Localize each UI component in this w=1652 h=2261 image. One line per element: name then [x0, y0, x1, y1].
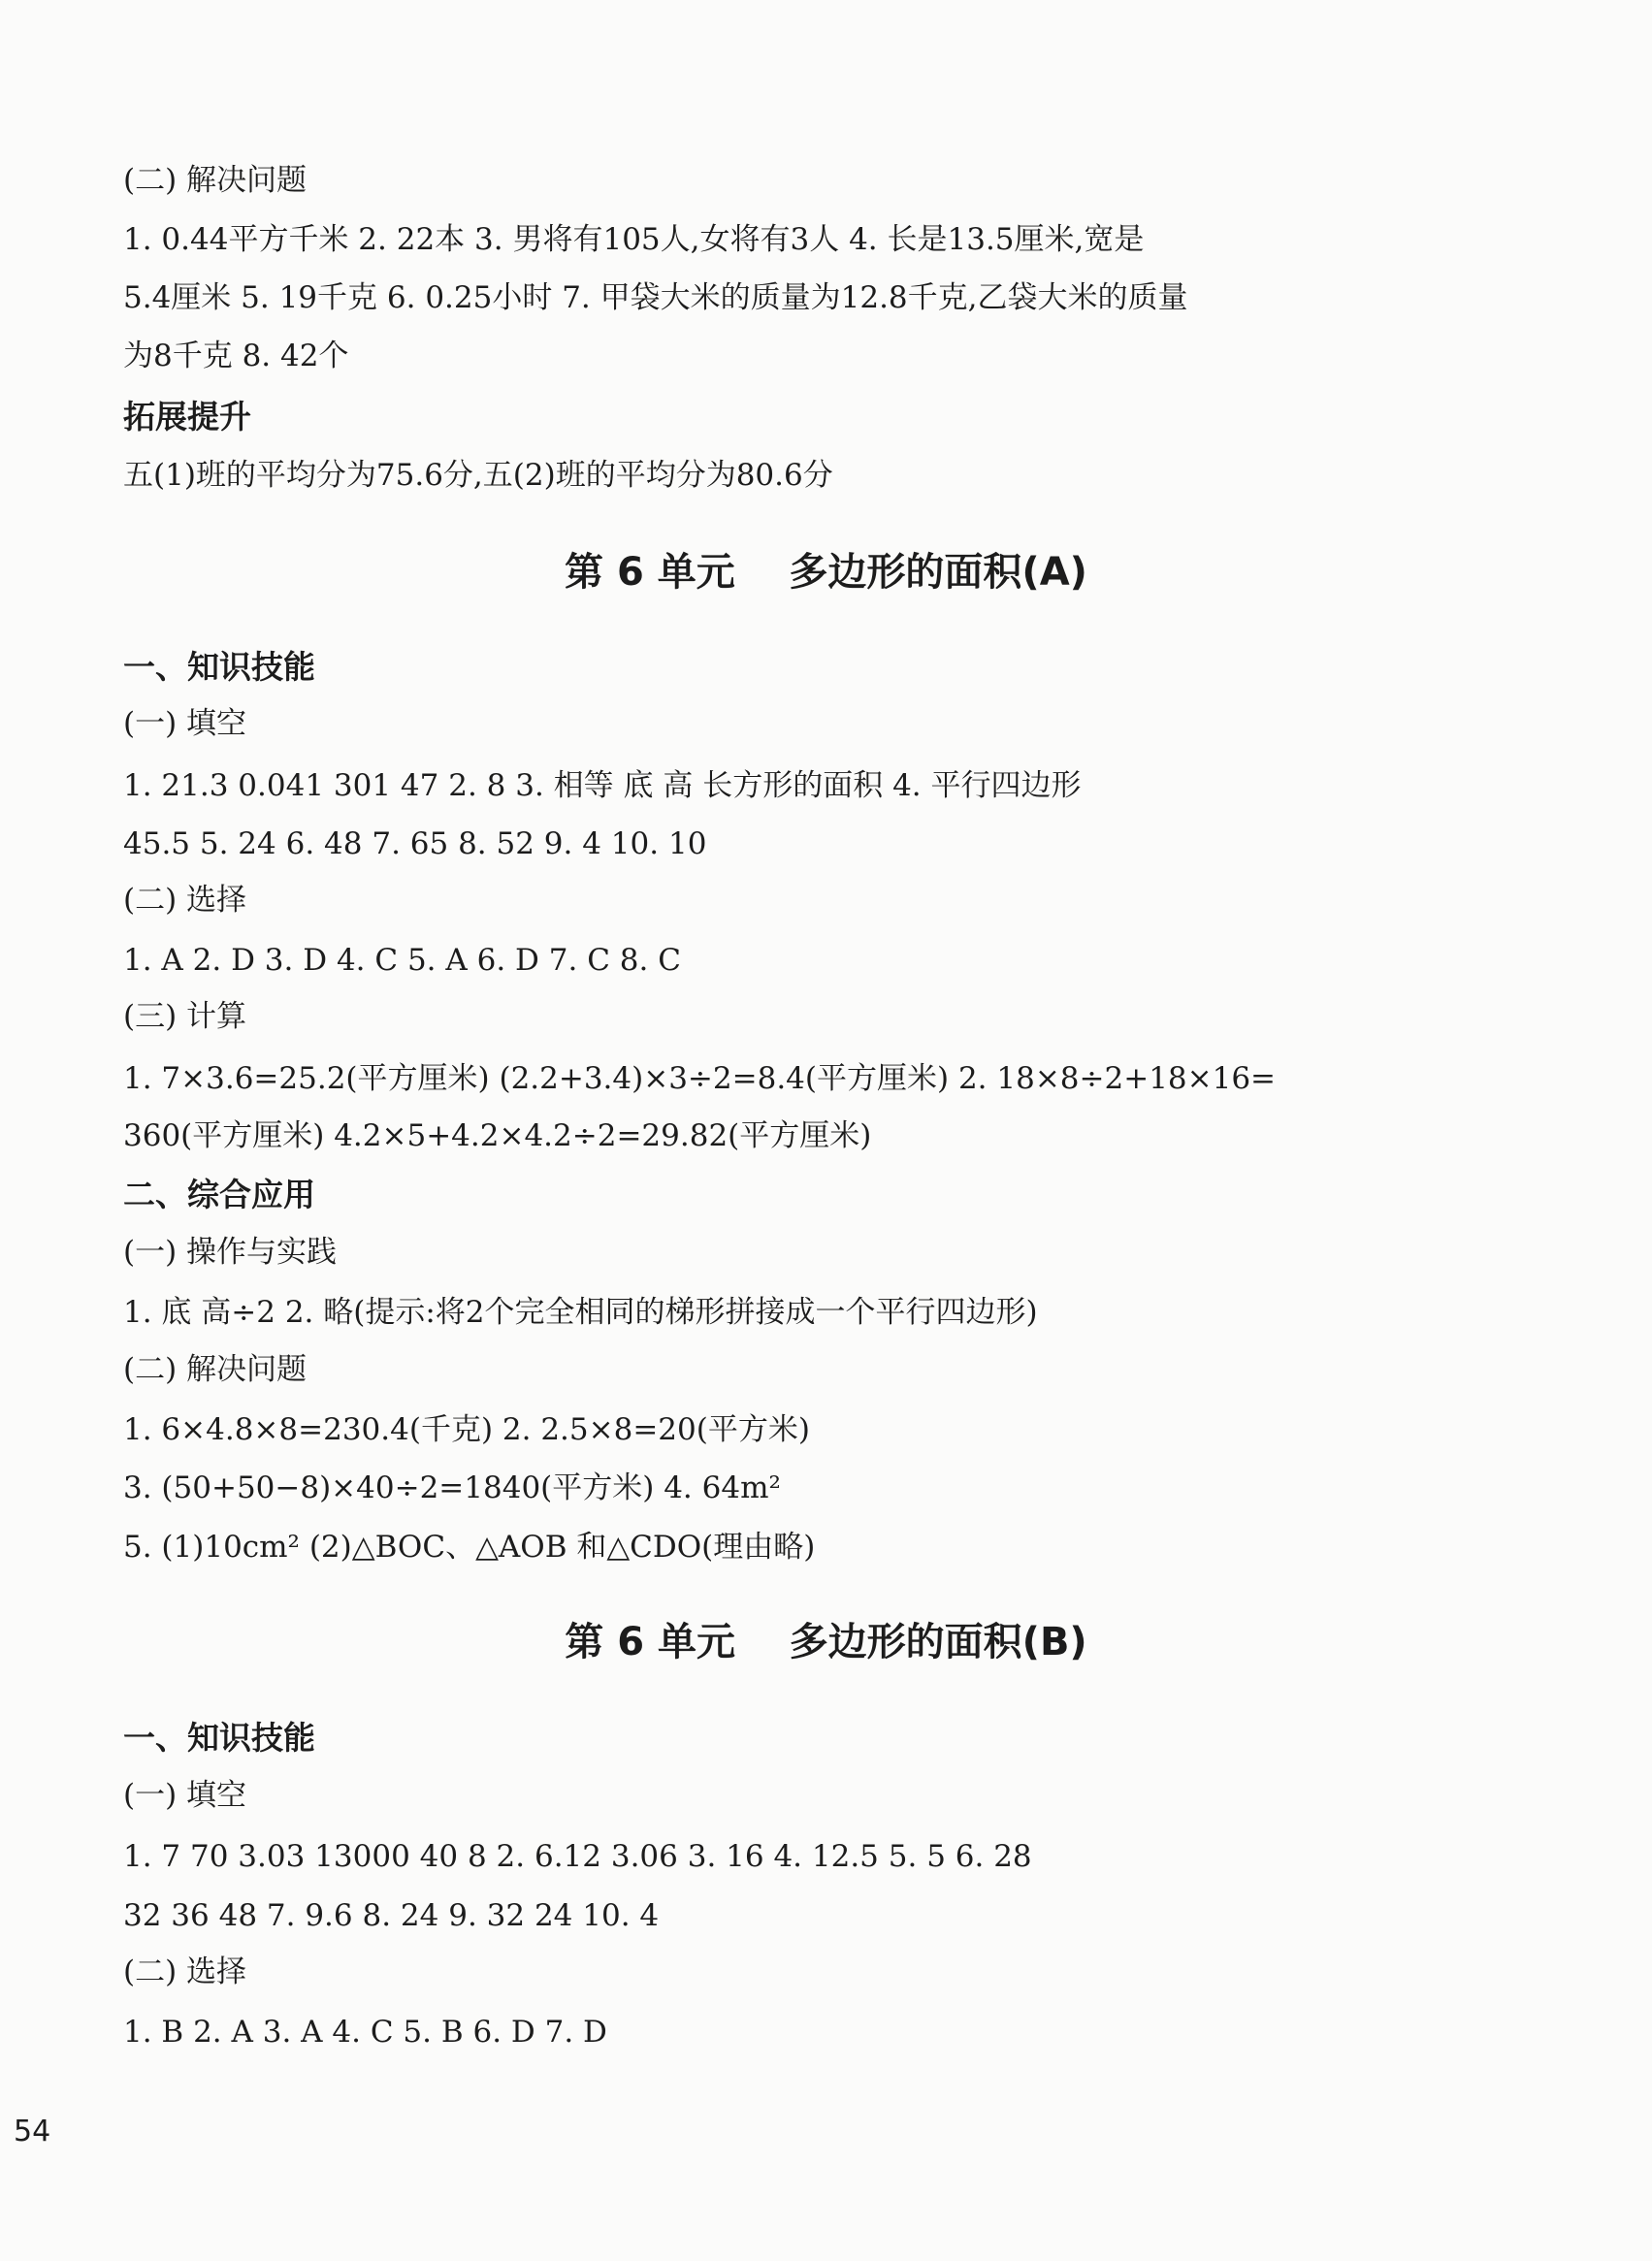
answer-line: 5.4厘米 5. 19千克 6. 0.25小时 7. 甲袋大米的质量为12.8千克,乙袋大米的质量	[123, 280, 1188, 315]
answer-line: 1. B 2. A 3. A 4. C 5. B 6. D 7. D	[123, 2015, 607, 2050]
section-heading-knowledge: 一、知识技能	[123, 648, 315, 686]
unit-title-a: 第 6 单元 多边形的面积(A)	[565, 550, 1087, 595]
subsection-heading-choice: (二) 选择	[123, 883, 247, 918]
answer-line: 1. 7 70 3.03 13000 40 8 2. 6.12 3.06 3. 16 4. 12.5 5. 5 6. 28	[123, 1839, 1032, 1874]
subsection-heading-practice: (一) 操作与实践	[123, 1235, 338, 1270]
answer-line: 32 36 48 7. 9.6 8. 24 9. 32 24 10. 4	[123, 1898, 660, 1933]
answer-line: 45.5 5. 24 6. 48 7. 65 8. 52 9. 4 10. 10	[123, 826, 707, 861]
answer-line: 1. 7×3.6=25.2(平方厘米) (2.2+3.4)×3÷2=8.4(平方厘米) 2. 18×8÷2+18×16=	[123, 1061, 1277, 1096]
section-heading-extension: 拓展提升	[123, 398, 251, 436]
section-heading-application: 二、综合应用	[123, 1176, 315, 1213]
answer-line: 1. 21.3 0.041 301 47 2. 8 3. 相等 底 高 长方形的面积 4. 平行四边形	[123, 768, 1082, 803]
answer-line: 1. 底 高÷2 2. 略(提示:将2个完全相同的梯形拼接成一个平行四边形)	[123, 1295, 1038, 1330]
subsection-heading-calc: (三) 计算	[123, 999, 247, 1034]
unit-title-b: 第 6 单元 多边形的面积(B)	[565, 1620, 1087, 1664]
answer-line: 1. 6×4.8×8=230.4(千克) 2. 2.5×8=20(平方米)	[123, 1412, 810, 1447]
answer-line: 五(1)班的平均分为75.6分,五(2)班的平均分为80.6分	[123, 458, 833, 493]
answer-line: 1. A 2. D 3. D 4. C 5. A 6. D 7. C 8. C	[123, 943, 681, 978]
section-heading-knowledge: 一、知识技能	[123, 1719, 315, 1757]
answer-line: 5. (1)10cm² (2)△BOC、△AOB 和△CDO(理由略)	[123, 1530, 816, 1565]
answer-line: 1. 0.44平方千米 2. 22本 3. 男将有105人,女将有3人 4. 长是13.5厘米,宽是	[123, 222, 1145, 257]
subsection-heading-fill: (一) 填空	[123, 1778, 247, 1813]
answer-line: 3. (50+50−8)×40÷2=1840(平方米) 4. 64m²	[123, 1470, 781, 1505]
subsection-heading-solve: (二) 解决问题	[123, 1352, 308, 1387]
answer-line: 360(平方厘米) 4.2×5+4.2×4.2÷2=29.82(平方厘米)	[123, 1118, 872, 1153]
subsection-heading-choice: (二) 选择	[123, 1954, 247, 1989]
subsection-heading-solve: (二) 解决问题	[123, 163, 308, 198]
answer-line: 为8千克 8. 42个	[123, 339, 349, 373]
subsection-heading-fill: (一) 填空	[123, 706, 247, 741]
page-number: 54	[14, 2115, 51, 2148]
